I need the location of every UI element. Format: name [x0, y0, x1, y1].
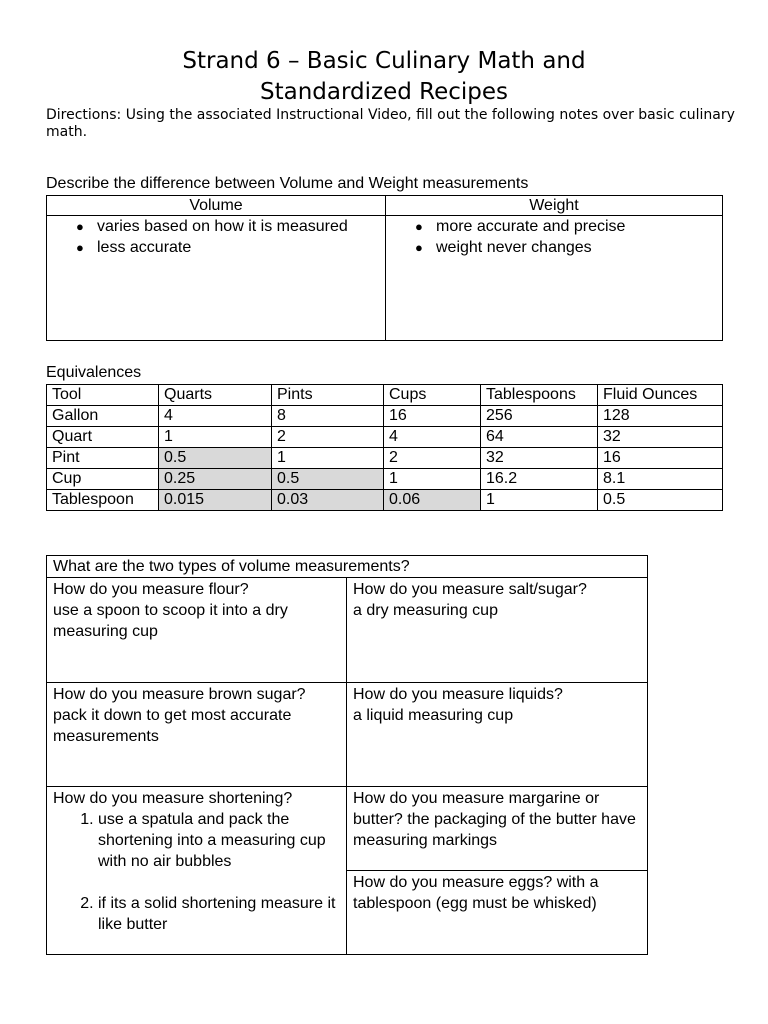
volume-weight-prompt: Describe the difference between Volume and Weight measurements — [46, 175, 529, 192]
table-cell[interactable]: 128 — [598, 406, 723, 427]
equivalences-table — [46, 384, 723, 511]
table-cell[interactable]: 64 — [481, 427, 598, 448]
brown-sugar-cell[interactable] — [47, 683, 347, 787]
table-cell[interactable]: 8.1 — [598, 469, 723, 490]
liquids-question: How do you measure liquids? — [353, 686, 563, 703]
shortening-cell[interactable] — [47, 787, 347, 955]
table-row — [47, 490, 723, 511]
table-cell: Tablespoon — [47, 490, 159, 511]
table-cell[interactable]: 0.5 — [598, 490, 723, 511]
directions-text: Directions: Using the associated Instructional Video, fill out the following notes over basic culinary math. — [46, 107, 735, 140]
table-cell[interactable]: 16.2 — [481, 469, 598, 490]
table-cell[interactable]: 1 — [481, 490, 598, 511]
table-cell[interactable]: 0.06 — [384, 490, 481, 511]
table-row — [47, 469, 723, 490]
volume-note-item: ● varies based on how it is measured — [97, 216, 385, 237]
table-cell[interactable]: 32 — [598, 427, 723, 448]
margarine-cell[interactable] — [347, 787, 648, 871]
eggs-answer: with a tablespoon (egg must be whisked) — [353, 874, 599, 912]
table-cell[interactable]: 1 — [384, 469, 481, 490]
table-cell[interactable]: 2 — [272, 427, 384, 448]
table-cell: Gallon — [47, 406, 159, 427]
salt-sugar-cell[interactable] — [347, 578, 648, 683]
margarine-answer: the packaging of the butter have measuring markings — [353, 811, 636, 849]
liquids-cell[interactable] — [347, 683, 648, 787]
volume-note-item: ● less accurate — [97, 237, 385, 258]
table-cell[interactable]: 0.25 — [159, 469, 272, 490]
table-cell[interactable]: 4 — [159, 406, 272, 427]
table-cell[interactable]: 256 — [481, 406, 598, 427]
table-cell[interactable]: 8 — [272, 406, 384, 427]
liquids-answer: a liquid measuring cup — [353, 707, 514, 724]
table-cell[interactable]: 0.015 — [159, 490, 272, 511]
header-cell: Pints — [272, 385, 384, 406]
table-row — [47, 448, 723, 469]
shortening-step: 2. if its a solid shortening measure it like butter — [98, 893, 340, 935]
shortening-step: 1. use a spatula and pack the shortening into a measuring cup with no air bubbles — [98, 809, 340, 872]
table-cell: Pint — [47, 448, 159, 469]
salt-sugar-question: How do you measure salt/sugar? — [353, 581, 587, 598]
title-line-1: Strand 6 – Basic Culinary Math and — [182, 48, 586, 74]
table-cell[interactable]: 1 — [159, 427, 272, 448]
table-cell[interactable]: 32 — [481, 448, 598, 469]
volume-measurements-heading: What are the two types of volume measurements? — [47, 556, 648, 578]
table-cell: Cup — [47, 469, 159, 490]
volume-measurements-table — [46, 555, 648, 955]
margarine-question: How do you measure margarine or butter? — [353, 790, 600, 828]
volume-weight-table — [46, 195, 723, 341]
header-cell: Tablespoons — [481, 385, 598, 406]
volume-notes-cell[interactable] — [47, 216, 386, 341]
flour-cell[interactable] — [47, 578, 347, 683]
volume-header: Volume — [47, 196, 386, 216]
weight-header: Weight — [386, 196, 723, 216]
weight-note-item: ● more accurate and precise — [436, 216, 722, 237]
table-cell[interactable]: 0.5 — [272, 469, 384, 490]
table-header-row — [47, 385, 723, 406]
weight-note-item: ● weight never changes — [436, 237, 722, 258]
header-cell: Fluid Ounces — [598, 385, 723, 406]
eggs-question: How do you measure eggs? — [353, 874, 553, 891]
brown-sugar-question: How do you measure brown sugar? — [53, 686, 306, 703]
flour-answer: use a spoon to scoop it into a dry measuring cup — [53, 602, 288, 640]
table-cell[interactable]: 2 — [384, 448, 481, 469]
title-line-2: Standardized Recipes — [259, 79, 509, 105]
table-cell: Quart — [47, 427, 159, 448]
equivalences-label: Equivalences — [46, 364, 142, 381]
table-row — [47, 427, 723, 448]
salt-sugar-answer: a dry measuring cup — [353, 602, 498, 619]
table-cell[interactable]: 16 — [598, 448, 723, 469]
header-cell: Cups — [384, 385, 481, 406]
table-cell[interactable]: 0.5 — [159, 448, 272, 469]
flour-question: How do you measure flour? — [53, 581, 249, 598]
header-cell: Quarts — [159, 385, 272, 406]
shortening-question: How do you measure shortening? — [53, 790, 293, 807]
brown-sugar-answer: pack it down to get most accurate measurements — [53, 707, 292, 745]
header-cell: Tool — [47, 385, 159, 406]
table-cell[interactable]: 4 — [384, 427, 481, 448]
page-title — [0, 46, 768, 108]
weight-notes-cell[interactable] — [386, 216, 723, 341]
table-cell[interactable]: 0.03 — [272, 490, 384, 511]
table-row — [47, 406, 723, 427]
eggs-cell[interactable] — [347, 871, 648, 955]
table-cell[interactable]: 1 — [272, 448, 384, 469]
table-cell[interactable]: 16 — [384, 406, 481, 427]
